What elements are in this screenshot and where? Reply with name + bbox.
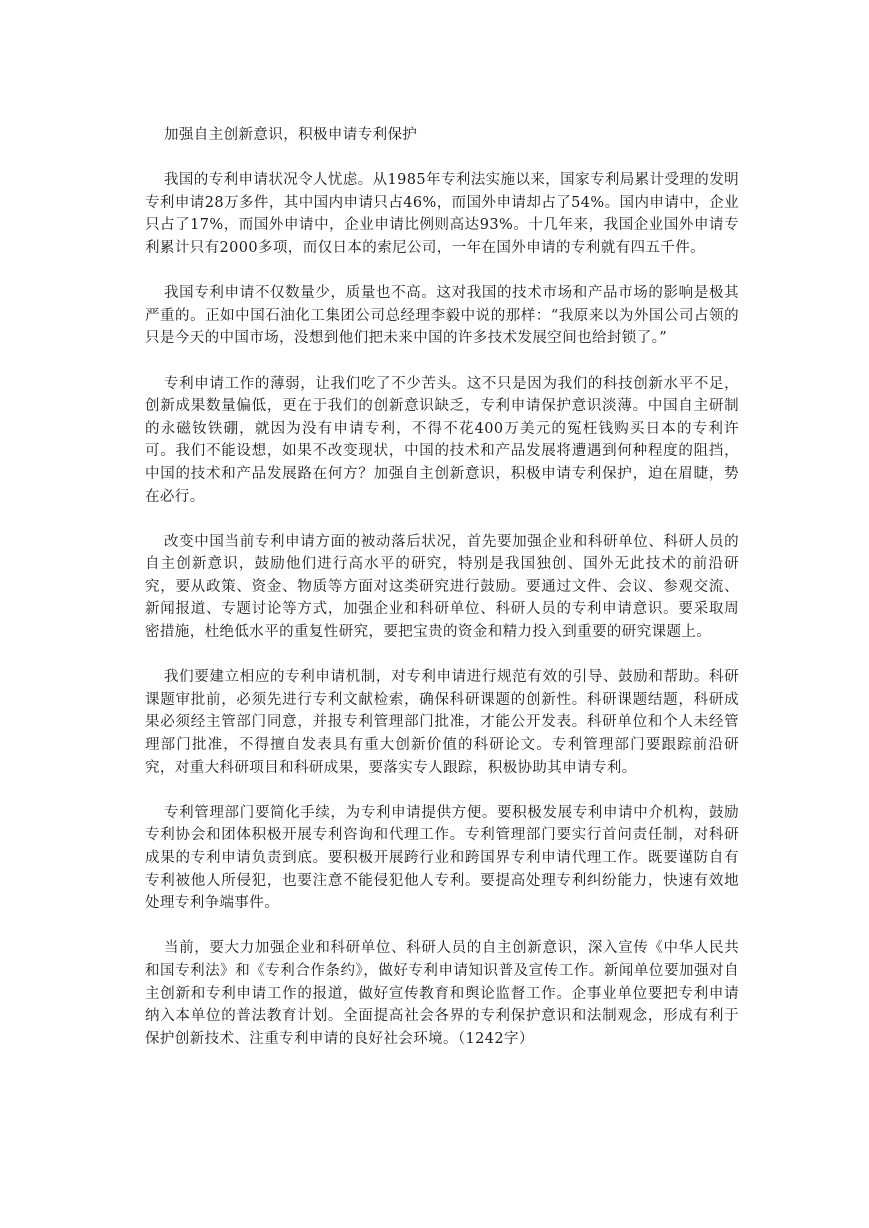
paragraph-4: 改变中国当前专利申请方面的被动落后状况，首先要加强企业和科研单位、科研人员的自主创新意识，鼓励他们进行高水平的研究，特别是我国独创、国外无此技术的前沿研究，要从政策、资金、物质等方面对这类研究进行鼓励。要通过文件、会议、参观交流、新闻报道、专题讨论等方式，加强企业和科研单位、科研人员的专利申请意识。要采取周密措施，杜绝低水平的重复性研究，要把宝贵的资金和精力投入到重要的研究课题上。 [145, 533, 739, 641]
document-title: 加强自主创新意识，积极申请专利保护 [164, 127, 418, 143]
paragraph-2: 我国专利申请不仅数量少，质量也不高。这对我国的技术市场和产品市场的影响是极其严重的。正如中国石油化工集团公司总经理李毅中说的那样：“我原来以为外国公司占领的只是今天的中国市场，没想到他们把未来中国的许多技术发展空间也给封锁了。” [145, 285, 739, 347]
paragraph-6: 专利管理部门要简化手续，为专利申请提供方便。要积极发展专利申请中介机构，鼓励专利协会和团体积极开展专利咨询和代理工作。专利管理部门要实行首问责任制，对科研成果的专利申请负责到底。要积极开展跨行业和跨国界专利申请代理工作。既要谨防自有专利被他人所侵犯，也要注意不能侵犯他人专利。要提高处理专利纠纷能力，快速有效地处理专利争端事件。 [145, 804, 739, 912]
paragraph-3: 专利申请工作的薄弱，让我们吃了不少苦头。这不只是因为我们的科技创新水平不足，创新成果数量偏低，更在于我们的创新意识缺乏，专利申请保护意识淡薄。中国自主研制的永磁钕铁硼，就因为没有申请专利，不得不花400万美元的冤枉钱购买日本的专利许可。我们不能设想，如果不改变现状，中国的技术和产品发展将遭遇到何种程度的阻挡，中国的技术和产品发展路在何方？加强自主创新意识，积极申请专利保护，迫在眉睫，势在必行。 [145, 375, 739, 505]
paragraph-1: 我国的专利申请状况令人忧虑。从1985年专利法实施以来，国家专利局累计受理的发明专利申请28万多件，其中国内申请只占46%，而国外申请却占了54%。国内申请中，企业只占了17%，而国外申请中，企业申请比例则高达93%。十几年来，我国企业国外申请专利累计只有2000多项，而仅日本的索尼公司，一年在国外申请的专利就有四五千件。 [145, 172, 739, 256]
document-body [145, 124, 739, 1050]
paragraph-7: 当前，要大力加强企业和科研单位、科研人员的自主创新意识，深入宣传《中华人民共和国专利法》和《专利合作条约》，做好专利申请知识普及宣传工作。新闻单位要加强对自主创新和专利申请工作的报道，做好宣传教育和舆论监督工作。企事业单位要把专利申请纳入本单位的普法教育计划。全面提高社会各界的专利保护意识和法制观念，形成有利于保护创新技术、注重专利申请的良好社会环境。（1242字） [145, 940, 739, 1047]
paragraph-5: 我们要建立相应的专利申请机制，对专利申请进行规范有效的引导、鼓励和帮助。科研课题审批前，必须先进行专利文献检索，确保科研课题的创新性。科研课题结题，科研成果必须经主管部门同意，并报专利管理部门批准，才能公开发表。科研单位和个人未经管理部门批准，不得擅自发表具有重大创新价值的科研论文。专利管理部门要跟踪前沿研究，对重大科研项目和科研成果，要落实专人跟踪，积极协助其申请专利。 [145, 669, 739, 776]
